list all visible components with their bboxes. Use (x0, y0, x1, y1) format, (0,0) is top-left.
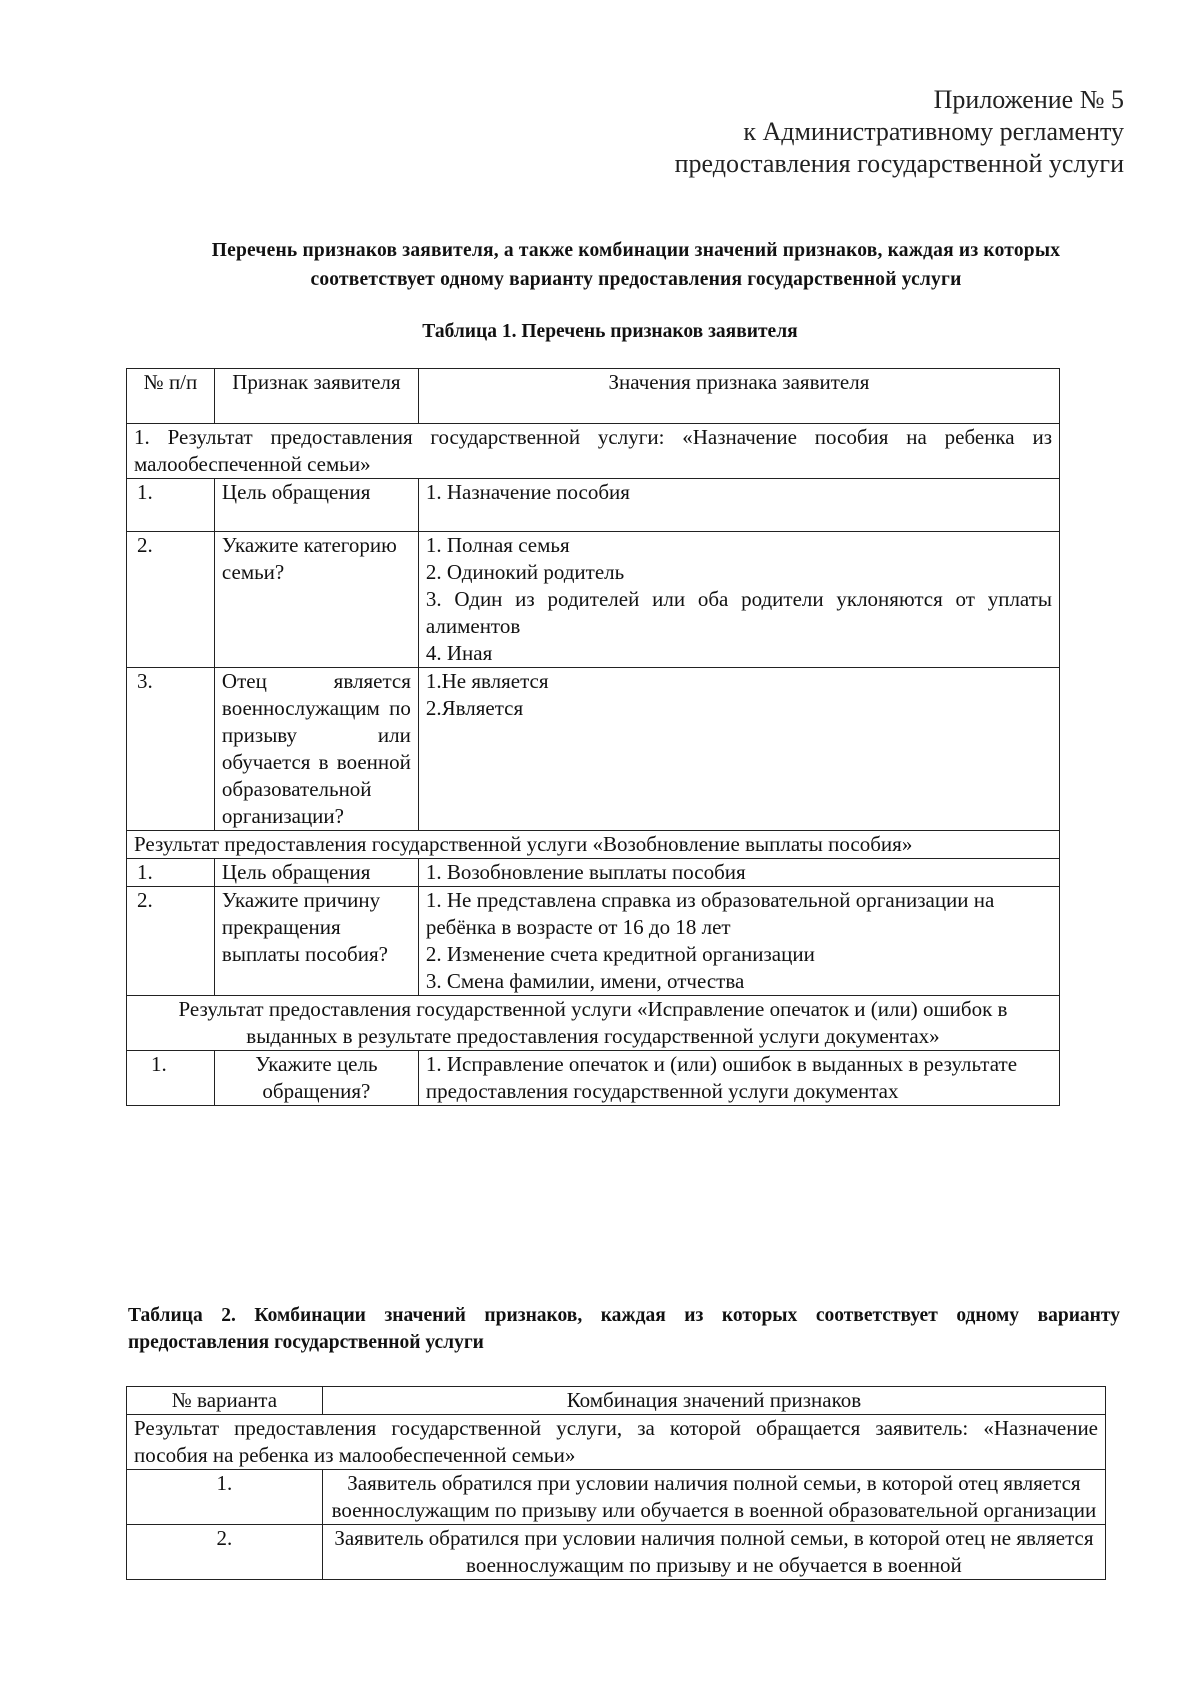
table1-features (126, 368, 1060, 1106)
table2-combinations (126, 1386, 1106, 1580)
table2-header-row (127, 1387, 1106, 1415)
values-cell (418, 859, 1059, 887)
table-row (127, 479, 1060, 532)
value-item: 3. Один из родителей или оба родители уклоняются от уплаты алиментов (425, 587, 1052, 638)
table1-header-num: № п/п (127, 369, 215, 424)
value-item: 1. Исправление опечаток и (или) ошибок в выданных в результате предоставления государственной услуги документах (425, 1052, 1018, 1103)
variant-number: 1. (127, 1470, 323, 1525)
feature-cell: Цель обращения (214, 479, 418, 532)
value-item: 1.Не является (425, 669, 549, 693)
feature-cell: Укажите категорию семьи? (214, 532, 418, 668)
values-cell (418, 1051, 1059, 1106)
combination-cell: Заявитель обратился при условии наличия полной семьи, в которой отец не является военнослужащим по призыву и не обучается в военной (322, 1525, 1105, 1580)
row-number: 2. (127, 887, 215, 996)
appendix-service: предоставления государственной услуги (674, 149, 1124, 178)
row-number: 2. (127, 532, 215, 668)
table1-title: Таблица 1. Перечень признаков заявителя (422, 321, 798, 342)
values-cell (418, 887, 1059, 996)
table2-section-row (127, 1415, 1106, 1470)
row-number: 3. (127, 668, 215, 831)
table1-header-row (127, 369, 1060, 424)
table1-section-row (127, 996, 1060, 1051)
appendix-header (675, 84, 1124, 180)
row-number: 1. (127, 859, 215, 887)
appendix-number: Приложение № 5 (933, 85, 1124, 114)
row-number: 1. (127, 1051, 215, 1106)
value-item: 1. Назначение пособия (425, 480, 630, 504)
feature-cell: Укажите причину прекращения выплаты пособия? (214, 887, 418, 996)
value-item: 1. Не представлена справка из образовательной организации на ребёнка в возрасте от 16 до 18 лет (425, 888, 995, 939)
value-item: 2.Является (425, 696, 524, 720)
table2-title: Таблица 2. Комбинации значений признаков, каждая из которых соответствует одному варианту предоставления государственной услуги (128, 1305, 1120, 1353)
document-title: Перечень признаков заявителя, а также комбинации значений признаков, каждая из которых соответствует одному варианту предоставления государственной услуги (211, 240, 1061, 290)
values-cell (418, 532, 1059, 668)
table-row (127, 1470, 1106, 1525)
table1-section-heading: Результат предоставления государственной услуги «Возобновление выплаты пособия» (127, 831, 1060, 859)
table-row (127, 859, 1060, 887)
table-row (127, 668, 1060, 831)
values-cell (418, 479, 1059, 532)
table1-header-feature: Признак заявителя (214, 369, 418, 424)
table1-section-row (127, 831, 1060, 859)
table2-section-heading: Результат предоставления государственной услуги, за которой обращается заявитель: «Назначение пособия на ребенка из малообеспеченной семьи» (127, 1415, 1106, 1470)
row-number: 1. (127, 479, 215, 532)
feature-cell: Укажите цель обращения? (214, 1051, 418, 1106)
value-item: 3. Смена фамилии, имени, отчества (425, 969, 745, 993)
values-cell (418, 668, 1059, 831)
feature-cell: Отец является военнослужащим по призыву или обучается в военной образовательной организации? (214, 668, 418, 831)
table-row (127, 887, 1060, 996)
table-row (127, 532, 1060, 668)
table-row (127, 1051, 1060, 1106)
feature-cell: Цель обращения (214, 859, 418, 887)
appendix-reference: к Административному регламенту (743, 117, 1124, 146)
combination-cell: Заявитель обратился при условии наличия полной семьи, в которой отец является военнослужащим по призыву или обучается в военной образовательной организации (322, 1470, 1105, 1525)
value-item: 4. Иная (425, 641, 493, 665)
value-item: 1. Возобновление выплаты пособия (425, 860, 746, 884)
table2-header-combo: Комбинация значений признаков (322, 1387, 1105, 1415)
variant-number: 2. (127, 1525, 323, 1580)
value-item: 2. Изменение счета кредитной организации (425, 942, 815, 966)
table1-section-row (127, 424, 1060, 479)
table1-header-values: Значения признака заявителя (418, 369, 1059, 424)
table-row (127, 1525, 1106, 1580)
table1-section-heading: 1. Результат предоставления государственной услуги: «Назначение пособия на ребенка из малообеспеченной семьи» (127, 424, 1060, 479)
table1-section-heading: Результат предоставления государственной услуги «Исправление опечаток и (или) ошибок в выданных в результате предоставления государственной услуги документах» (127, 996, 1060, 1051)
table2-header-num: № варианта (127, 1387, 323, 1415)
value-item: 1. Полная семья (425, 533, 570, 557)
value-item: 2. Одинокий родитель (425, 560, 625, 584)
